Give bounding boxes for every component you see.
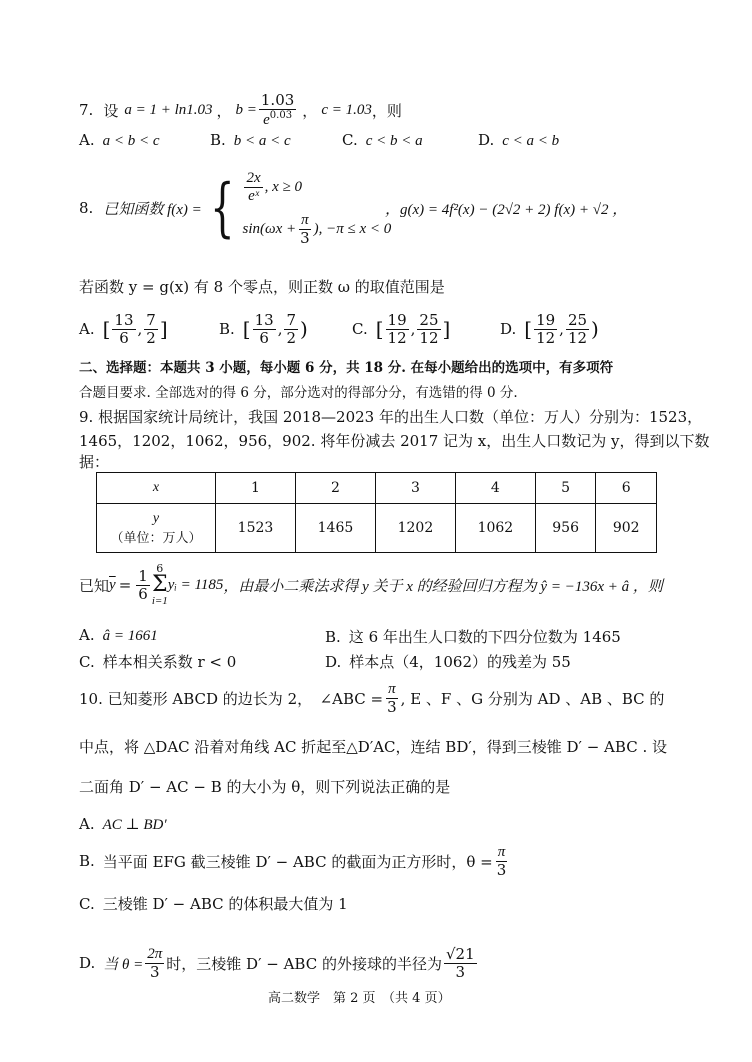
q7-a-expr: a = 1 + ln1.03 [124,101,213,118]
q8-g-expression: ，g(x) = 4f²(x) − (2√2 + 2) f(x) + √2 ， [385,202,628,218]
q9-line2: 1465，1202，1062，956，902. 将年份减去 2017 记为 x，出生人口数记为 y，得到以下数 [79,432,710,450]
q9-option-a: A. â = 1661 [79,626,158,644]
section2-line1: 二、选择题：本题共 3 小题，每小题 6 分，共 18 分. 在每小题给出的选项中，有多项符 [79,360,614,376]
q7-stem-suffix: ，则 [371,101,402,120]
q8-line2: 若函数 y = g(x) 有 8 个零点，则正数 ω 的取值范围是 [79,278,445,296]
table-row [97,504,657,553]
table-cell: 5 [535,473,596,504]
q10-line1: 10. 已知菱形 ABCD 的边长为 2， ∠ABC = $\frac{\pi}{3}$ , E 、F 、G 分别为 AD 、AB 、BC 的 [79,681,665,716]
q7-b-fraction [259,92,296,128]
q8-option-b: B. [ $\frac{13}{6}$ , $\frac{7}{2}$ ) [219,311,308,347]
q10-option-d: D. 当 θ = $\frac{2\pi}{3}$ 时，三棱锥 D′ − ABC 的外接球的半径为 $\frac{√21}{3}$ [79,945,475,981]
data-table [96,472,657,553]
q7-b-den-base: e [263,111,270,128]
sum-symbol: 6 Σ i=1 [151,562,168,607]
q9-line3: 据： [79,453,110,471]
q7-option-d: D. c < a < b [478,131,560,149]
q7-option-c: C. c < b < a [342,131,423,149]
q7-b-den-exp: 0.03 [269,109,293,121]
page-footer: 高二数学 第 2 页 （共 4 页） [268,991,451,1006]
table-cell: 956 [535,504,596,553]
q8-case-1: $\frac{2x}{\text{eˣ}}$ , x ≥ 0 [246,170,303,204]
table-row [97,473,657,504]
table-cell: 1202 [375,504,455,553]
q7-option-b: B. b < a < c [210,131,291,149]
q7-label: 7. [79,101,94,119]
q7-stem-prefix: 设 [103,101,119,120]
q7-option-a: A. a < b < c [79,131,160,149]
q8-stem-prefix: 已知函数 f(x) = [103,201,202,218]
q8-label: 8. [79,199,94,217]
q9-known-line: 已知 $\overline{y}$ = $\frac{1}{6}$ 6 Σ i=1 yᵢ = 1185 ，由最小二乘法求得 y 关于 x 的经验回归方程为 ŷ = −136x + â ，则 [79,562,663,607]
q7-b-num: 1.03 [260,91,295,109]
q10-option-b: B. 当平面 EFG 截三棱锥 D′ − ABC 的截面为正方形时，θ = $\frac{\pi}{3}$ [79,844,507,879]
q8-option-a: A. [ $\frac{13}{6}$ , $\frac{7}{2}$ ] [79,311,168,347]
table-cell: 2 [295,473,375,504]
q10-line3: 二面角 D′ − AC − B 的大小为 θ，则下列说法正确的是 [79,778,451,796]
q10-line2: 中点，将 △DAC 沿着对角线 AC 折起至△D′AC，连结 BD′，得到三棱锥 D′ − ABC . 设 [79,738,667,756]
q7-stem: 7. 设 a = 1 + ln1.03 ， b = $\frac{1.03}{e^{0.03}}$ ， c = 1.03 ，则 [79,91,402,128]
section2-line2: 合题目要求. 全部选对的得 6 分，部分选对的得部分分，有选错的得 0 分. [79,385,518,401]
q8-cases [242,170,391,246]
table-cell: 1062 [455,504,535,553]
table-cell: 1523 [216,504,296,553]
piecewise-brace: { [209,171,235,245]
q8-option-c: C. [ $\frac{19}{12}$ , $\frac{25}{12}$ ] [352,311,451,347]
q8-stem [79,160,391,256]
q9-option-d: D. 样本点（4，1062）的残差为 55 [325,653,571,671]
table-cell: 902 [596,504,657,553]
q7-b-lhs: b = [235,101,257,118]
table-cell: 1465 [295,504,375,553]
table-header-y: y （单位：万人） [97,504,216,553]
q9-line1: 9. 根据国家统计局统计，我国 2018—2023 年的出生人口数（单位：万人）分别为：1523， [79,408,703,426]
table-cell: 6 [596,473,657,504]
table-cell: 1 [216,473,296,504]
table-cell: 4 [455,473,535,504]
q8-case-2: sin(ωx + $\frac{\pi}{3}$ ), −π ≤ x < 0 [242,212,392,247]
table-cell: 3 [375,473,455,504]
q9-option-b: B. 这 6 年出生人口数的下四分位数为 1465 [325,628,621,646]
q10-option-a: A. AC ⊥ BD′ [79,815,167,833]
q10-option-c: C. 三棱锥 D′ − ABC 的体积最大值为 1 [79,895,348,913]
q7-c-expr: c = 1.03 [321,101,372,118]
table-header-x: x [97,473,216,504]
q8-option-d: D. [ $\frac{19}{12}$ , $\frac{25}{12}$ ) [500,311,599,347]
q9-option-c: C. 样本相关系数 r < 0 [79,653,237,671]
